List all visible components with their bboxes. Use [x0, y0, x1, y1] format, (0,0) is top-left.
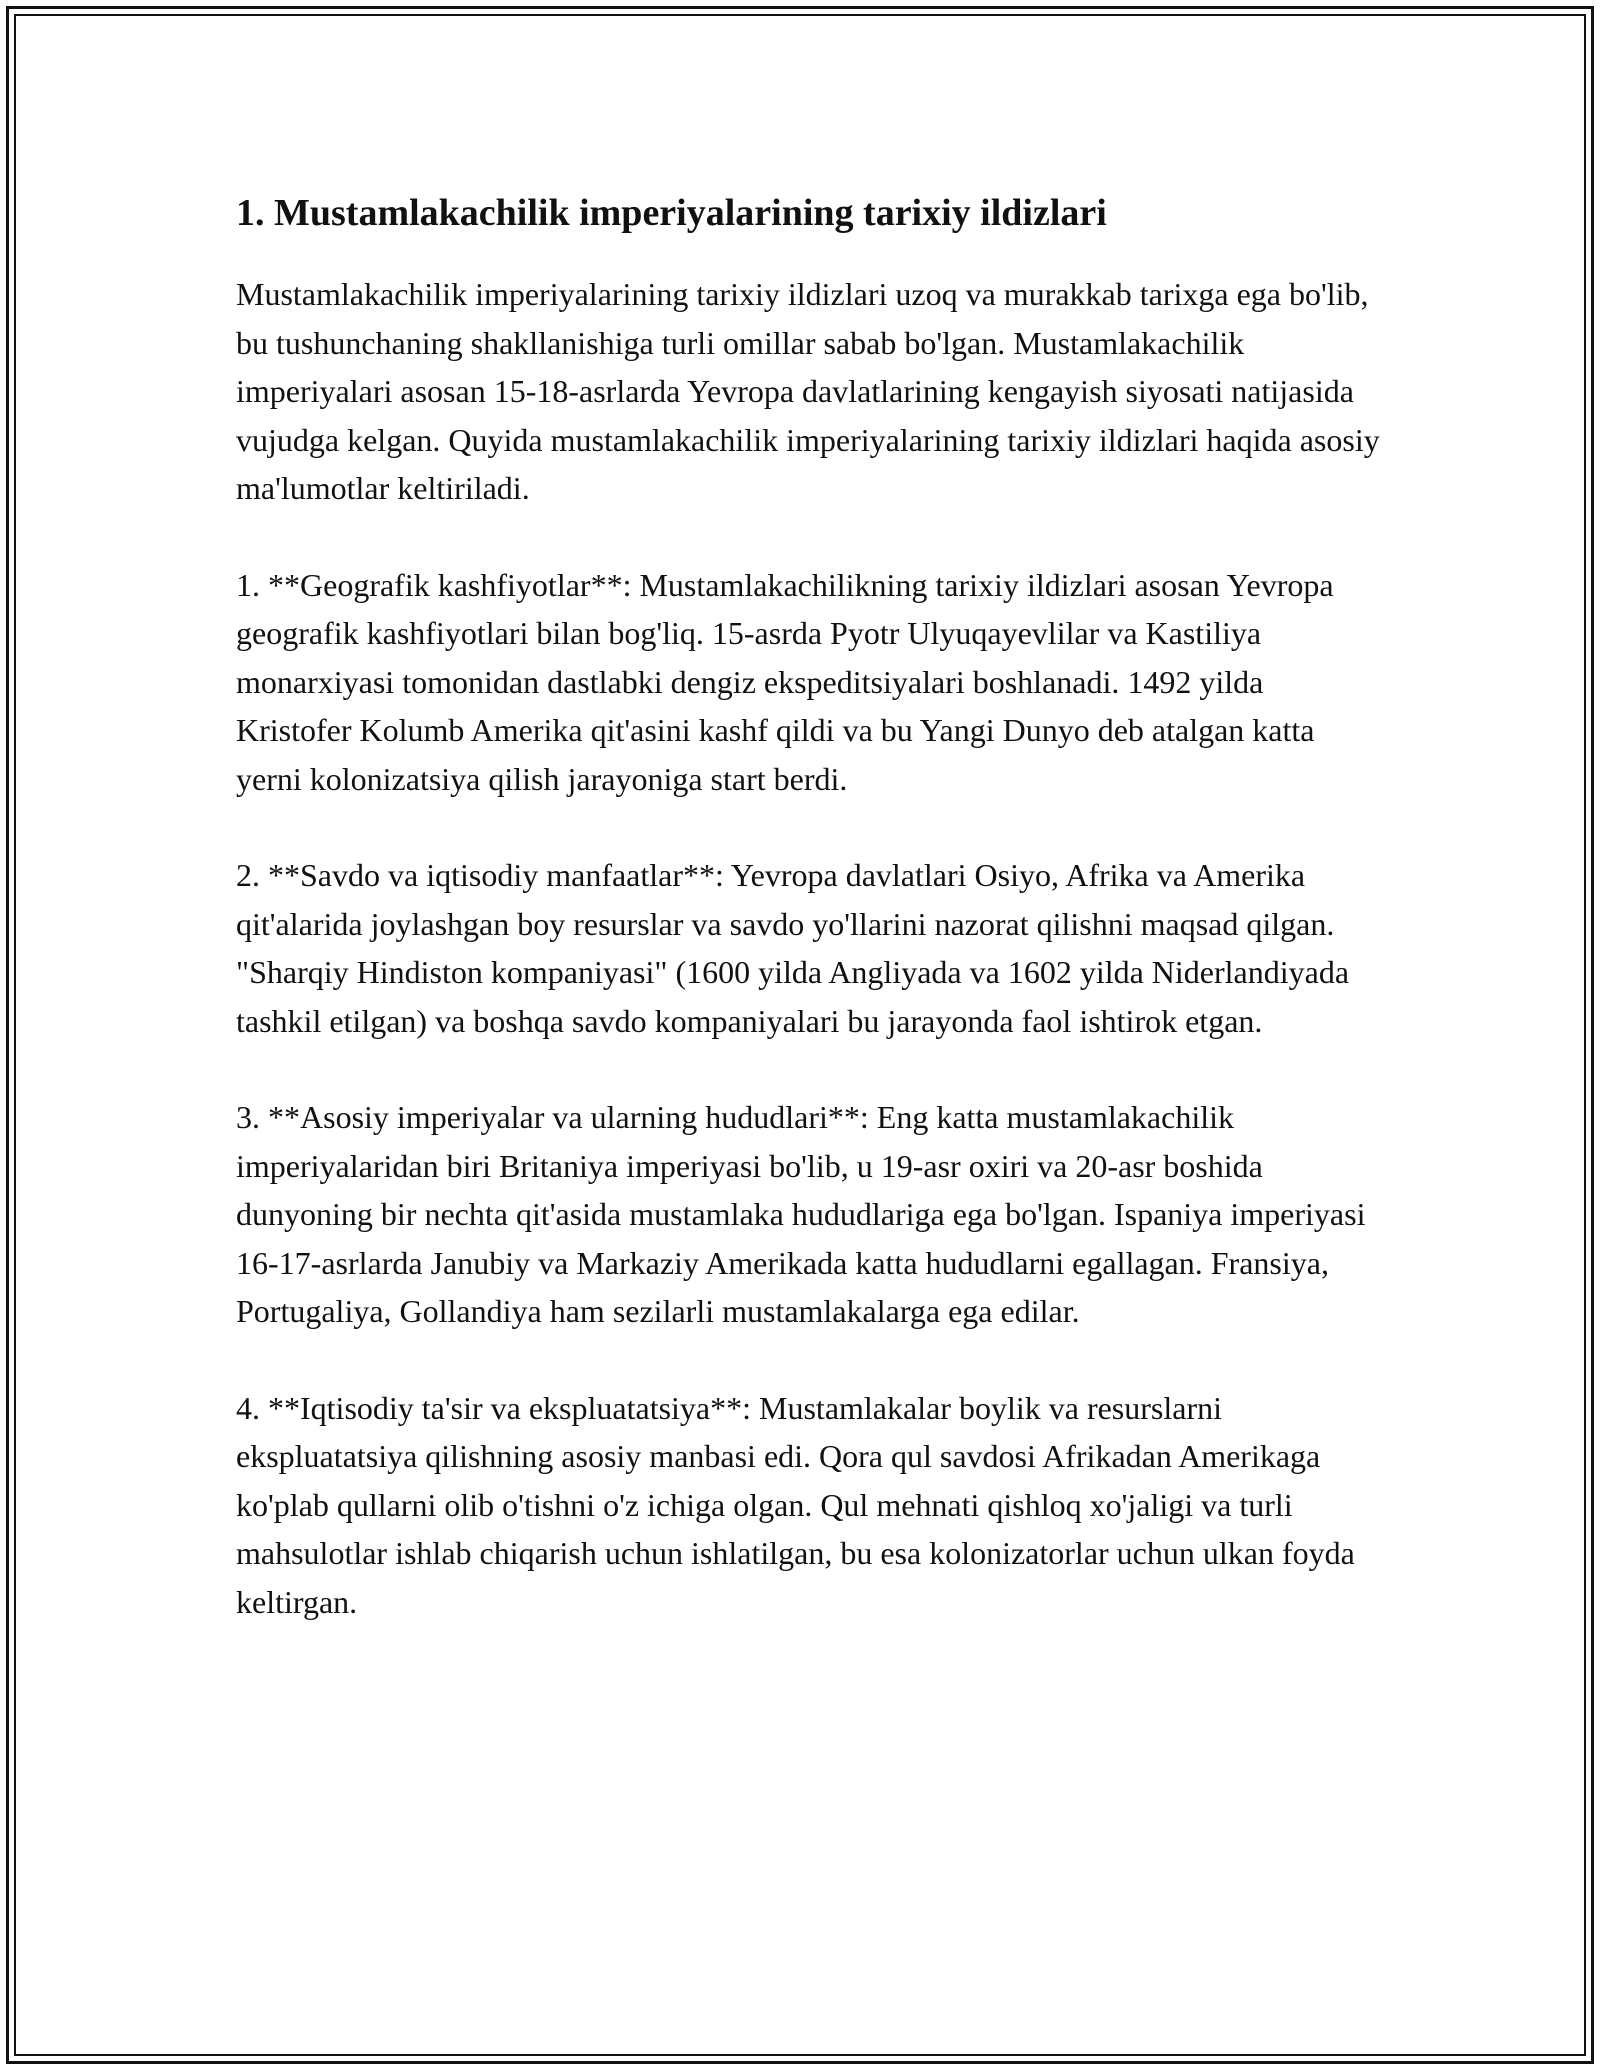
- paragraph-economic-exploitation: 4. **Iqtisodiy ta'sir va ekspluatatsiya**: Mustamlakalar boylik va resurslarni ekspluatatsiya qilishning asosiy manbasi edi. Qora qul savdosi Afrikadan Amerikaga ko'plab qullarni olib o'tishni o'z ichiga olgan. Qul mehnati qishloq xo'jaligi va turli mahsulotlar ishlab chiqarish uchun ishlatilgan, bu esa kolonizatorlar uchun ulkan foyda keltirgan.: [236, 1389, 1355, 1620]
- paragraph-main-empires: 3. **Asosiy imperiyalar va ularning hududlari**: Eng katta mustamlakachilik imperiyalaridan biri Britaniya imperiyasi bo'lib, u 19-asr oxiri va 20-asr boshida dunyoning bir nechta qit'asida mustamlaka hududlariga ega bo'lgan. Ispaniya imperiyasi 16-17-asrlarda Janubiy va Markaziy Amerikada katta hududlarni egallagan. Fransiya, Portugaliya, Gollandiya ham sezilarli mustamlakalarga ega edilar.: [236, 1099, 1366, 1329]
- page-title: 1. Mustamlakachilik imperiyalarining tarixiy ildizlari: [236, 192, 1107, 234]
- document-body: [236, 186, 1386, 1674]
- paragraph-geographic-discoveries: 1. **Geografik kashfiyotlar**: Mustamlakachilikning tarixiy ildizlari asosan Yevropa geografik kashfiyotlari bilan bog'liq. 15-asrda Pyotr Ulyuqayevlilar va Kastiliya monarxiyasi tomonidan dastlabki dengiz ekspeditsiyalari boshlanadi. 1492 yilda Kristofer Kolumb Amerika qit'asini kashf qildi va bu Yangi Dunyo deb atalgan katta yerni kolonizatsiya qilish jarayoniga start berdi.: [236, 566, 1334, 797]
- paragraph-trade-economic-interests: 2. **Savdo va iqtisodiy manfaatlar**: Yevropa davlatlari Osiyo, Afrika va Amerika qit'alarida joylashgan boy resurslar va savdo yo'llarini nazorat qilishni maqsad qilgan. "Sharqiy Hindiston kompaniyasi" (1600 yilda Angliyada va 1602 yilda Niderlandiyada tashkil etilgan) va boshqa savdo kompaniyalari bu jarayonda faol ishtirok etgan.: [236, 857, 1350, 1039]
- intro-paragraph: Mustamlakachilik imperiyalarining tarixiy ildizlari uzoq va murakkab tarixga ega bo'lib, bu tushunchaning shakllanishiga turli omillar sabab bo'lgan. Mustamlakachilik imperiyalari asosan 15-18-asrlarda Yevropa davlatlarining kengayish siyosati natijasida vujudga kelgan. Quyida mustamlakachilik imperiyalarining tarixiy ildizlari haqida asosiy ma'lumotlar keltiriladi.: [236, 276, 1380, 506]
